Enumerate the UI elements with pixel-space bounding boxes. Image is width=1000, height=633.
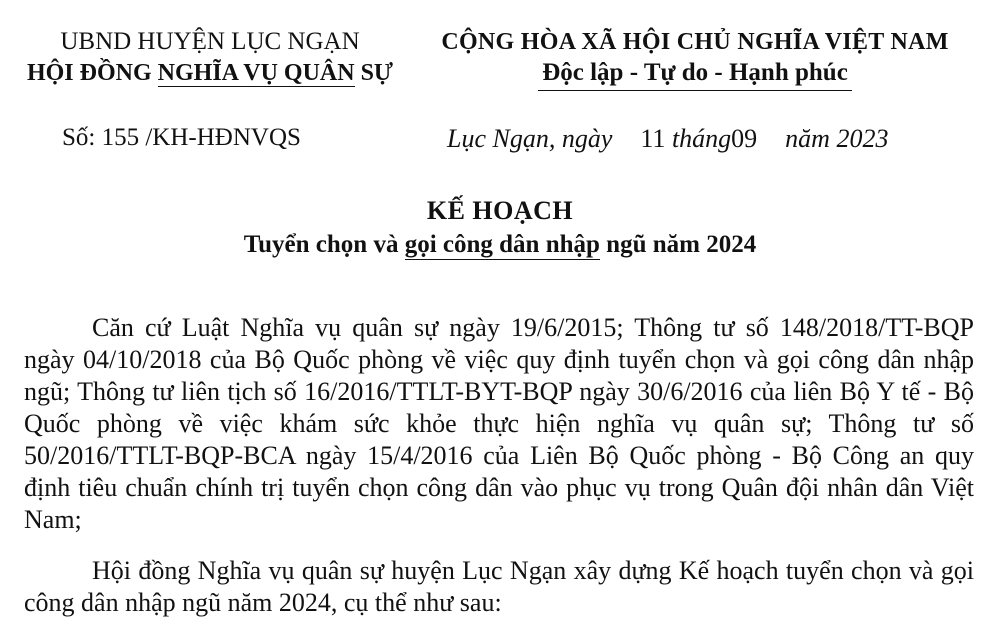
doc-number-value: 155 [101, 124, 140, 151]
cropped-next-line [150, 626, 450, 633]
legal-basis-paragraph: Căn cứ Luật Nghĩa vụ quân sự ngày 19/6/2015; Thông tư số 148/2018/TT-BQP ngày 04/10/2018 của Bộ Quốc phòng về việc quy định tuyển chọn và gọi công dân nhập ngũ; Thông tư liên tịch số 16/2016/TTLT-BYT-BQP ngày 30/6/2016 của liên Bộ Y tế - Bộ Quốc phòng về việc khám sức khỏe thực hiện nghĩa vụ quân sự; Thông tư số 50/2016/TTLT-BQP-BCA ngày 15/4/2016 của Liên Bộ Quốc phòng - Bộ Công an quy định tiêu chuẩn chính trị tuyển chọn công dân vào phục vụ trong Quân đội nhân dân Việt Nam; [24, 313, 974, 534]
national-motto: Độc lập - Tự do - Hạnh phúc [538, 58, 852, 91]
document-number [62, 124, 301, 152]
motto-row [400, 58, 990, 91]
issuing-agency-block [20, 26, 400, 88]
issuing-agency-name [20, 58, 400, 88]
date-month-label: tháng [671, 124, 732, 153]
date-month: 09 [731, 124, 758, 153]
subtitle-part: Tuyển chọn và [243, 231, 405, 258]
subtitle-underlined: gọi công dân nhập [404, 231, 600, 258]
issue-date-line [447, 124, 888, 154]
intro-paragraph: Hội đồng Nghĩa vụ quân sự huyện Lục Ngạn xây dựng Kế hoạch tuyển chọn và gọi công dân nhập ngũ năm 2024, cụ thể như sau: [24, 556, 974, 617]
parent-agency-name: UBND HUYỆN LỤC NGẠN [60, 28, 360, 55]
doc-number-suffix: /KH-HĐNVQS [145, 124, 301, 151]
date-day: 11 [640, 124, 666, 153]
date-year: năm 2023 [785, 124, 889, 153]
date-place: Lục Ngạn, ngày [447, 124, 613, 153]
doc-number-prefix: Số: [62, 124, 96, 151]
agency-name-part: HỘI ĐỒNG [26, 60, 158, 86]
document-title-block [0, 194, 1000, 262]
national-title-block [400, 26, 990, 91]
agency-name-underlined: NGHĨA VỤ QUÂN [157, 60, 355, 86]
document-title: KẾ HOẠCH [426, 196, 574, 225]
national-title: CỘNG HÒA XÃ HỘI CHỦ NGHĨA VIỆT NAM [441, 29, 949, 55]
subtitle-part: ngũ năm 2024 [599, 231, 757, 258]
document-subtitle [0, 228, 1000, 262]
agency-name-part: SỰ [354, 60, 394, 86]
